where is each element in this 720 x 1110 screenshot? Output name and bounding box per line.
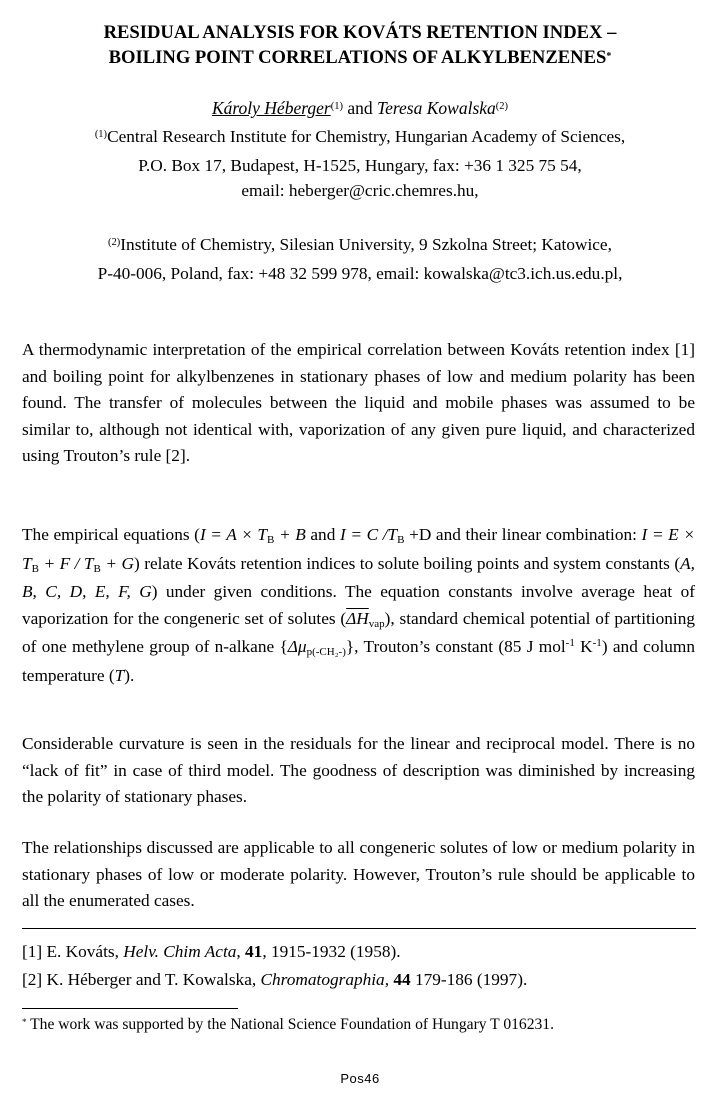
- equation-combined-sub-1: B: [31, 562, 39, 575]
- p2-text-10: ).: [124, 665, 135, 685]
- reference-2-pages: 179-186 (1997).: [410, 970, 528, 989]
- affiliation-1-mark: (1): [94, 129, 108, 140]
- affiliation-1-line-1: [20, 124, 700, 153]
- author-1-name: Károly Héberger: [211, 98, 331, 118]
- equation-combined-body: I = E × T: [22, 525, 695, 573]
- equation-linear-tail: + B: [274, 525, 306, 544]
- unit-exponent-kelvin: -1: [592, 637, 602, 650]
- footnote-divider: [22, 1008, 238, 1009]
- footnote-text: The work was supported by the National Science Foundation of Hungary T 016231.: [26, 1016, 554, 1033]
- p2-text-8: K: [574, 637, 593, 657]
- author-line: [40, 97, 680, 123]
- abstract-paragraph-1: A thermodynamic interpretation of the empirical correlation between Kováts retention index [1] and boiling point for alkylbenzenes in stationary phases of low and medium polarity has been found. The transfer of molecules between the liquid and mobile phases was assumed to be similar to, although not identical with, vaporization of any given pure liquid, and characterized using Trouton’s rule [2].: [22, 340, 695, 466]
- equation-linear: [200, 525, 306, 544]
- equation-combined-tail: + G: [100, 553, 134, 573]
- paper-title: [40, 20, 680, 73]
- equation-reciprocal-sub: B: [397, 534, 405, 546]
- title-line-2-text: BOILING POINT CORRELATIONS OF ALKYLBENZENES: [108, 47, 607, 68]
- affiliation-2-line-1: [20, 232, 700, 261]
- heat-of-vaporization-symbol: [346, 609, 385, 628]
- title-footnote-mark: *: [606, 51, 612, 62]
- equation-linear-body: I = A × T: [199, 525, 267, 544]
- affiliation-1: [20, 124, 700, 204]
- affiliation-2-line-1-text: Institute of Chemistry, Silesian University, 9 Szkolna Street; Katowice,: [120, 235, 612, 254]
- affiliation-2-line-2: P-40-006, Poland, fax: +48 32 599 978, email: kowalska@tc3.ich.us.edu.pl,: [97, 263, 623, 283]
- heat-of-vaporization-bar: $\overline{\Delta H}$: [346, 608, 369, 628]
- p2-text-4: ) relate Kováts retention indices to solute boiling points and system constants (: [133, 553, 681, 573]
- reference-1-pages: , 1915-1932 (1958).: [262, 942, 401, 961]
- affiliation-1-line-2: P.O. Box 17, Budapest, H-1525, Hungary, fax: +36 1 325 75 54,: [138, 155, 582, 175]
- footnote-mark: *: [22, 1017, 27, 1027]
- reference-2-journal: Chromatographia,: [260, 970, 390, 989]
- reference-1-volume: 41: [245, 942, 263, 961]
- p2-text-3: +D and their linear combination:: [404, 525, 642, 544]
- reference-2-volume: 44: [393, 970, 411, 989]
- references-divider: [22, 928, 696, 929]
- reference-1-journal: Helv. Chim Acta: [123, 942, 237, 961]
- chemical-potential-sub: p(-CH₂-): [306, 646, 346, 659]
- abstract-paragraph-4: The relationships discussed are applicable to all congeneric solutes of low or medium polarity in stationary phases of low or moderate polarity. However, Trouton’s rule should be applicable to all the enumerated cases.: [22, 838, 695, 911]
- affiliation-1-line-3: email: heberger@cric.chemres.hu,: [241, 181, 479, 200]
- chemical-potential-symbol: [287, 637, 346, 659]
- chemical-potential-mu: Δμ: [287, 637, 307, 657]
- system-constants: A, B, C, D, E, F, G: [22, 553, 695, 602]
- author-2-name: Teresa Kowalska: [376, 98, 496, 118]
- reference-2: [22, 968, 702, 992]
- author-1-mark: (1): [330, 101, 343, 112]
- p2-text-9: ) and column temperature (: [22, 637, 696, 685]
- column-temperature-symbol: T: [114, 665, 125, 685]
- title-line-1: RESIDUAL ANALYSIS FOR KOVÁTS RETENTION INDEX –: [103, 22, 617, 43]
- reference-1-sep: ,: [236, 942, 246, 961]
- affiliation-2: [20, 232, 700, 286]
- abstract-paragraph-2: [22, 522, 695, 690]
- reference-2-authors: [2] K. Héberger and T. Kowalska,: [22, 970, 261, 989]
- reference-1-authors: [1] E. Kováts,: [22, 942, 124, 961]
- reference-1: [22, 940, 702, 964]
- p2-text-5: ) under given conditions. The equation constants involve average heat of vaporization for the congeneric set of solutes (: [22, 582, 695, 628]
- author-2-mark: (2): [495, 101, 509, 112]
- p2-text-7: }, Trouton’s constant (85 J mol: [345, 637, 566, 657]
- author-conjunction: and: [342, 98, 377, 118]
- unit-exponent-mol: -1: [565, 637, 575, 650]
- abstract-paragraph-3: Considerable curvature is seen in the residuals for the linear and reciprocal model. There is no “lack of fit” in case of third model. The goodness of description was diminished by increasing the polarity of stationary phases.: [22, 734, 695, 807]
- funding-footnote: [22, 1014, 712, 1037]
- p2-text-6: ), standard chemical potential of partitioning of one methylene group of n-alkane {: [22, 608, 695, 657]
- title-line-2: [40, 45, 680, 73]
- p2-text-1: The empirical equations (: [22, 525, 200, 544]
- equation-reciprocal: [340, 525, 405, 544]
- equation-reciprocal-body: I = C /T: [339, 525, 398, 544]
- equation-combined-mid: + F / T: [38, 553, 94, 573]
- equation-linear-sub: B: [267, 534, 275, 546]
- affiliation-1-line-1-text: Central Research Institute for Chemistry, Hungarian Academy of Sciences,: [107, 127, 626, 146]
- p2-text-2: and: [305, 525, 340, 544]
- page-number: Pos46: [340, 1071, 380, 1086]
- affiliation-2-mark: (2): [108, 237, 121, 248]
- equation-combined-sub-2: B: [93, 562, 101, 575]
- heat-of-vaporization-sub: vap: [368, 617, 385, 630]
